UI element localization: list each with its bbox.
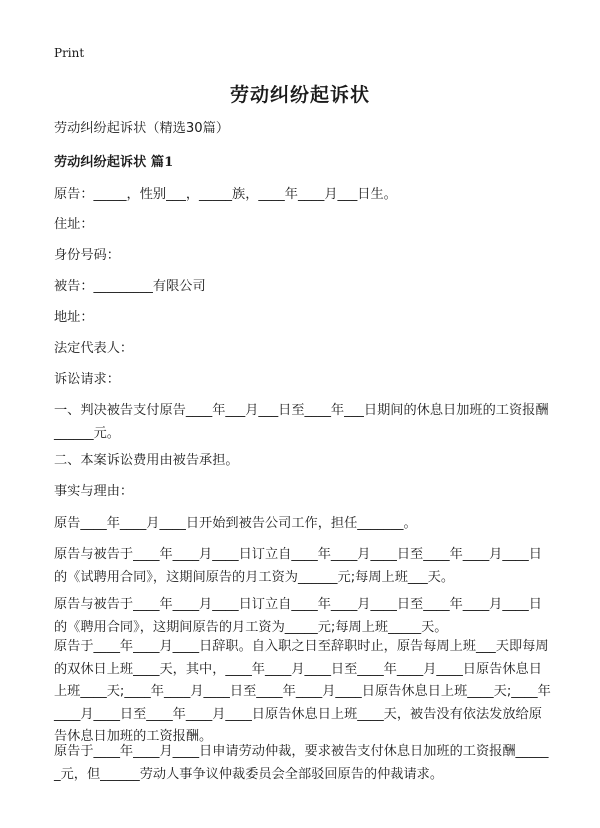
fact-4: 原告于____年____月____日辞职。自入职之日至辞职时止，原告每周上班___天即每周的双休日上班____天，其中，____年____月____日至____年____月____日原告休息日上班____天;____年____月____日至____年____月____日原告休息日上班____天;____年____月____日至____年____月____日原告休息日上班____天，被告没有依法发放给原告休息日加班的工资报酬。 xyxy=(54,639,551,744)
document-title: 劳动纠纷起诉状 xyxy=(229,84,370,106)
fact-5: 原告于____年____月____日申请劳动仲裁，要求被告支付休息日加班的工资报酬______元，但______劳动人事争议仲裁委员会全部驳回原告的仲裁请求。 xyxy=(54,744,549,782)
claim-2: 二、本案诉讼费用由被告承担。 xyxy=(54,453,239,468)
fact-1: 原告____年____月____日开始到被告公司工作，担任_______。 xyxy=(54,516,417,531)
fact-3: 原告与被告于____年____月____日订立自____年____月____日至____年____月____日的《聘用合同》，这期间原告的月工资为_____元;每周上班_____天。 xyxy=(54,597,542,635)
facts-heading: 事实与理由： xyxy=(54,484,134,499)
claims-heading: 诉讼请求： xyxy=(54,372,120,387)
section-heading: 劳动纠纷起诉状 篇1 xyxy=(54,155,174,170)
legal-rep-line: 法定代表人： xyxy=(54,341,134,356)
id-number-line: 身份号码： xyxy=(54,248,120,263)
fact-2: 原告与被告于____年____月____日订立自____年____月____日至____年____月____日的《试聘用合同》，这期间原告的月工资为______元;每周上班___天。 xyxy=(54,547,542,585)
claim-1: 一、判决被告支付原告____年___月___日至____年___日期间的休息日加班的工资报酬______元。 xyxy=(54,403,549,441)
document-subtitle: 劳动纠纷起诉状（精选30篇） xyxy=(54,121,230,136)
defendant-line: 被告：_________有限公司 xyxy=(54,279,206,294)
plaintiff-line: 原告：_____，性别___，_____族，____年____月___日生。 xyxy=(54,187,397,202)
address-line: 住址： xyxy=(54,217,94,232)
print-label: Print xyxy=(54,46,85,60)
defendant-address-line: 地址： xyxy=(54,310,94,325)
